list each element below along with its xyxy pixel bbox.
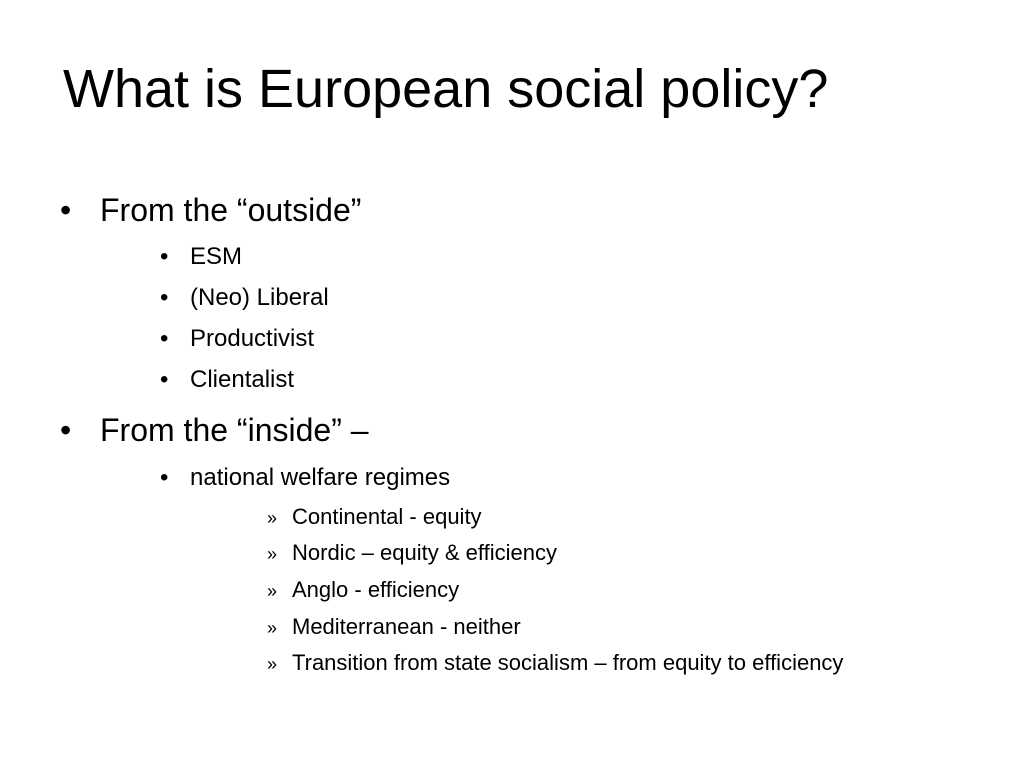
- regime-item-label: Nordic – equity & efficiency: [292, 540, 557, 565]
- raquo-marker: »: [267, 508, 278, 528]
- bullet-outside-label: From the “outside”: [100, 192, 362, 228]
- raquo-marker: »: [267, 581, 278, 601]
- list-item-label: Productivist: [190, 325, 315, 352]
- regime-item-label: Mediterranean - neither: [292, 614, 521, 639]
- raquo-marker: »: [267, 544, 278, 564]
- bullet-marker: •: [60, 412, 72, 448]
- regime-item-label: Transition from state socialism – from equity to efficiency: [292, 650, 844, 675]
- bullet-marker: •: [160, 284, 169, 311]
- bullet-marker: •: [60, 192, 72, 228]
- bullet-marker: •: [160, 325, 169, 352]
- slide-title: What is European social policy?: [63, 59, 829, 119]
- bullet-marker: •: [160, 243, 169, 270]
- raquo-marker: »: [267, 618, 278, 638]
- regime-item-label: Continental - equity: [292, 504, 482, 529]
- bullet-inside-label: From the “inside” –: [100, 412, 369, 448]
- list-item-label: (Neo) Liberal: [190, 284, 329, 311]
- raquo-marker: »: [267, 654, 278, 674]
- list-item-label: national welfare regimes: [190, 464, 451, 491]
- list-item-label: Clientalist: [190, 366, 295, 393]
- bullet-marker: •: [160, 464, 169, 491]
- regime-item-label: Anglo - efficiency: [292, 577, 460, 602]
- list-item-label: ESM: [190, 243, 243, 270]
- bullet-marker: •: [160, 366, 169, 393]
